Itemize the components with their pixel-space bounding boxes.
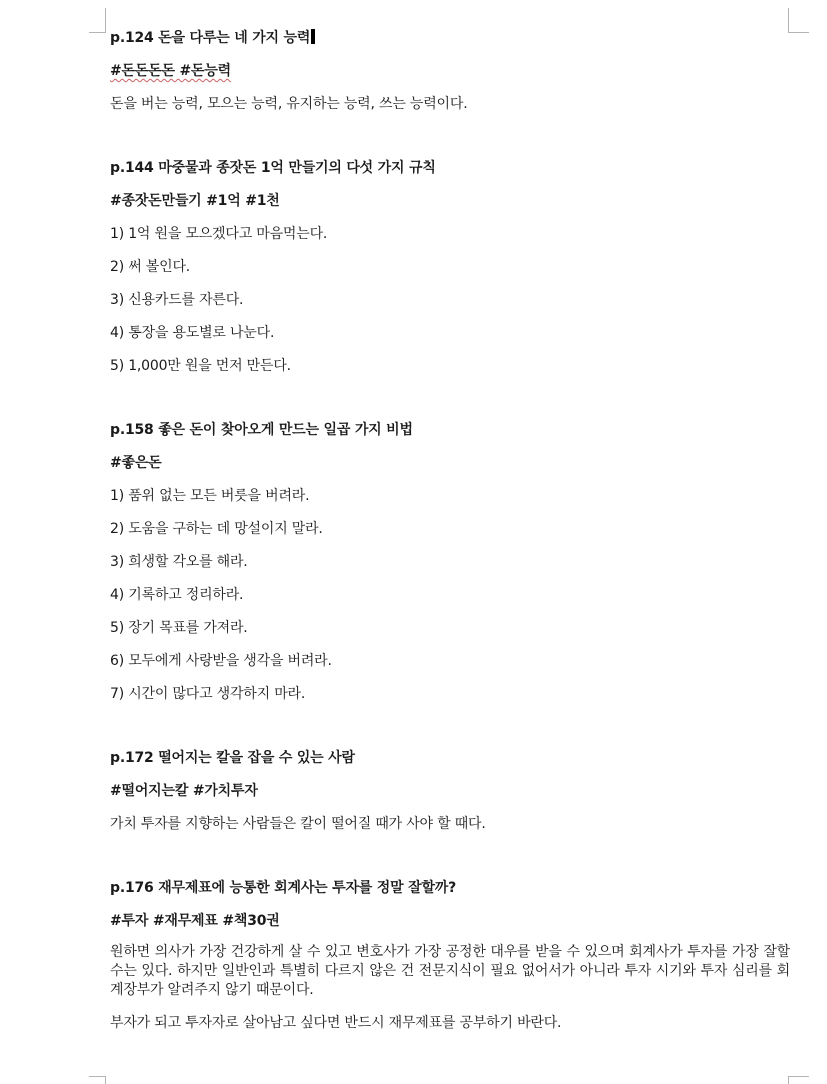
section-p124	[110, 27, 790, 126]
list-item: 7) 시간이 많다고 생각하지 마라.	[110, 686, 306, 702]
list-item: 3) 신용카드를 자른다.	[110, 292, 244, 308]
crop-mark-top-left	[89, 8, 106, 33]
list-item: 5) 1,000만 원을 먼저 만든다.	[110, 358, 291, 374]
list-item: 5) 장기 목표를 가져라.	[110, 620, 248, 636]
body-paragraph: 부자가 되고 투자자로 살아남고 싶다면 반드시 재무제표를 공부하기 바란다.	[110, 1015, 562, 1031]
list-item: 1) 품위 없는 모든 버릇을 버려라.	[110, 488, 310, 504]
body-line: 가치 투자를 지향하는 사람들은 칼이 떨어질 때가 사야 할 때다.	[110, 816, 486, 832]
body-line: 돈을 버는 능력, 모으는 능력, 유지하는 능력, 쓰는 능력이다.	[110, 96, 468, 112]
document-body[interactable]	[110, 27, 790, 1064]
list-item: 3) 희생할 각오를 해라.	[110, 554, 248, 570]
section-tags: #투자 #재무제표 #책30권	[110, 913, 280, 929]
list-item: 4) 기록하고 정리하라.	[110, 587, 244, 603]
list-item: 4) 통장을 용도별로 나눈다.	[110, 325, 275, 341]
section-tags: #좋은돈	[110, 455, 162, 471]
section-p144	[110, 157, 790, 388]
list-item: 2) 써 볼인다.	[110, 259, 191, 275]
list-item: 6) 모두에게 사랑받을 생각을 버려라.	[110, 653, 332, 669]
section-tags: #돈돈돈돈 #돈능력	[110, 63, 232, 79]
section-title: p.176 재무제표에 능통한 회계사는 투자를 정말 잘할까?	[110, 880, 457, 896]
section-p176	[110, 877, 790, 1033]
section-tags: #떨어지는칼 #가치투자	[110, 783, 258, 799]
section-title: p.144 마중물과 종잣돈 1억 만들기의 다섯 가지 규칙	[110, 160, 436, 176]
section-title: p.158 좋은 돈이 찾아오게 만드는 일곱 가지 비법	[110, 422, 413, 438]
body-paragraph: 원하면 의사가 가장 건강하게 살 수 있고 변호사가 가장 공정한 대우를 받을 수 있으며 회계사가 투자를 가장 잘할 수는 있다. 하지만 일반인과 특별히 다르지 않은 건 전문지식이 필요 없어서가 아니라 투자 시기와 투자 심리를 회계장부가 알려주지 않기 때문이다.	[110, 944, 790, 998]
section-p158	[110, 419, 790, 716]
crop-mark-top-right	[788, 8, 809, 33]
list-item: 2) 도움을 구하는 데 망설이지 말라.	[110, 521, 323, 537]
text-cursor	[311, 29, 315, 44]
section-tags: #종잣돈만들기 #1억 #1천	[110, 193, 280, 209]
section-title: p.172 떨어지는 칼을 잡을 수 있는 사람	[110, 750, 355, 766]
section-title: p.124 돈을 다루는 네 가지 능력	[110, 27, 790, 60]
list-item: 1) 1억 원을 모으겠다고 마음먹는다.	[110, 226, 328, 242]
section-p172	[110, 747, 790, 846]
